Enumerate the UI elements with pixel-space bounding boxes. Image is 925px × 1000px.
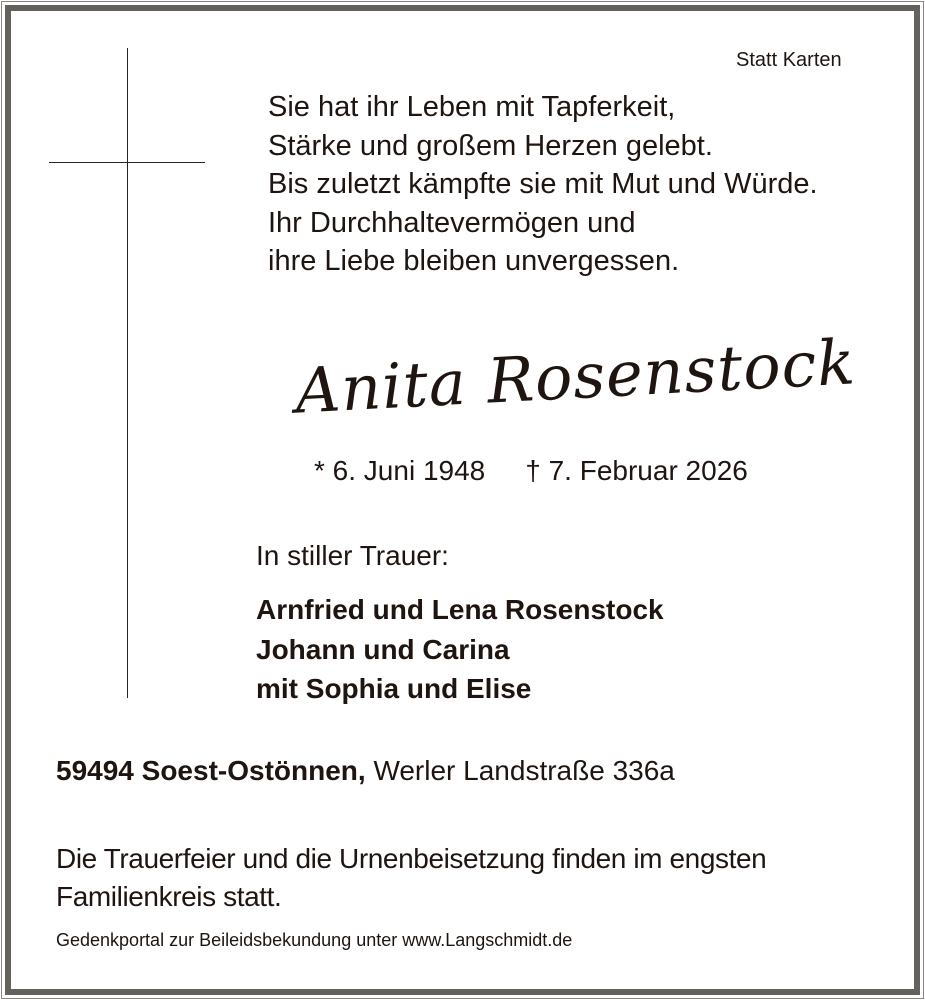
mourning-intro: In stiller Trauer: (256, 540, 449, 571)
cross-icon-horizontal (49, 162, 205, 163)
cross-icon-vertical (127, 48, 128, 698)
address (56, 755, 675, 787)
life-dates (314, 455, 748, 487)
mourner-line: mit Sophia und Elise (256, 673, 532, 704)
poem-line: Stärke und großem Herzen gelebt. (268, 129, 713, 162)
poem-line: ihre Liebe bleiben unvergessen. (268, 245, 680, 277)
memorial-portal-note: Gedenkportal zur Beileidsbekundung unter www.Langschmidt.de (56, 930, 573, 950)
mourner-line: Johann und Carina (256, 633, 510, 665)
statt-karten-note: Statt Karten (736, 49, 842, 71)
deceased-name: Anita Rosenstock (293, 325, 858, 428)
info-line: Familienkreis statt. (56, 881, 282, 912)
mourner-names (256, 590, 664, 709)
info-line: Die Trauerfeier und die Urnenbeisetzung finden im engsten (56, 843, 767, 874)
death-date: † 7. Februar 2026 (525, 455, 748, 486)
address-city: 59494 Soest-Ostönnen, (56, 755, 366, 786)
mourner-line: Arnfried und Lena Rosenstock (256, 594, 664, 625)
poem-line: Bis zuletzt kämpfte sie mit Mut und Würde. (268, 168, 818, 200)
poem (268, 88, 818, 281)
poem-line: Sie hat ihr Leben mit Tapferkeit, (268, 91, 676, 123)
poem-line: Ihr Durchhaltevermögen und (268, 206, 636, 239)
birth-date: * 6. Juni 1948 (314, 455, 486, 486)
ceremony-info (56, 840, 766, 916)
address-street: Werler Landstraße 336a (373, 755, 675, 786)
